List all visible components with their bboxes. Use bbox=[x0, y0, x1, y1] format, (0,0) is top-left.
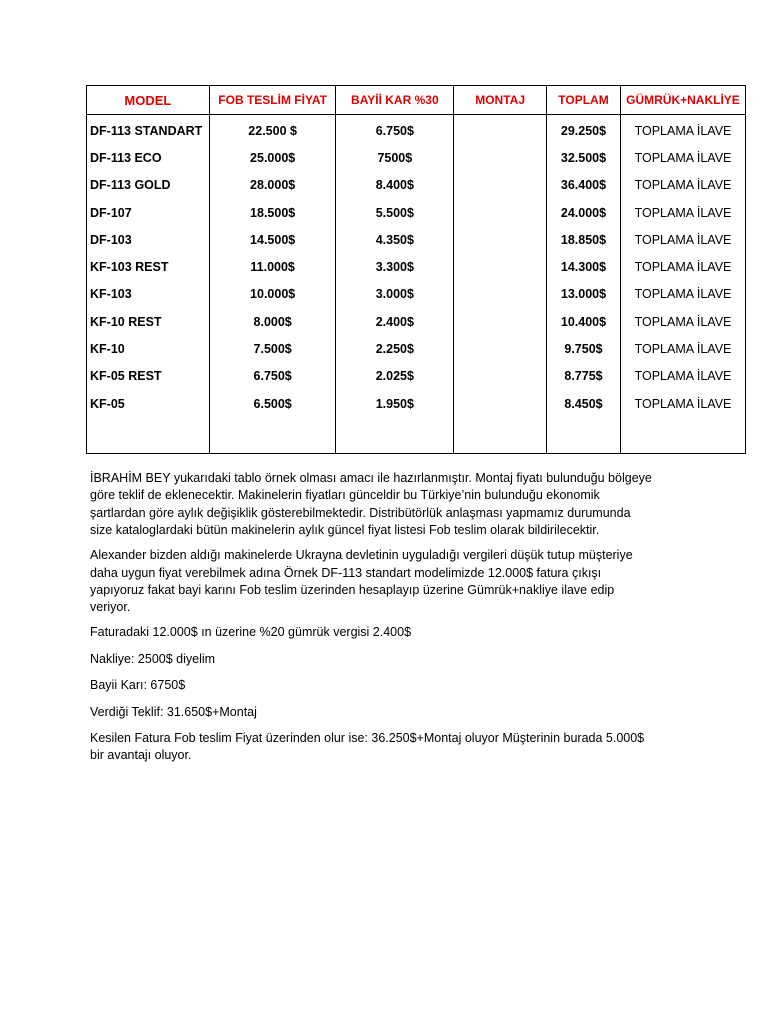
table-row bbox=[87, 253, 746, 280]
paragraph bbox=[90, 704, 690, 721]
paragraph bbox=[90, 677, 690, 694]
paragraph bbox=[90, 651, 690, 668]
cell-montaj bbox=[454, 390, 547, 417]
table-row bbox=[87, 335, 746, 362]
cell-fob: 22.500 $ bbox=[209, 115, 336, 145]
paragraph-line: yapıyoruz fakat bayi karını Fob teslim üzerinden hesaplayıp üzerine Gümrük+nakliye ilave edip bbox=[90, 583, 615, 598]
cell-bayi: 3.300$ bbox=[336, 253, 454, 280]
cell-bayi: 2.400$ bbox=[336, 308, 454, 335]
paragraph-line: Verdiği Teklif: 31.650$+Montaj bbox=[90, 704, 257, 719]
cell-toplam: 36.400$ bbox=[547, 172, 621, 199]
cell-bayi: 3.000$ bbox=[336, 281, 454, 308]
table-row bbox=[87, 390, 746, 417]
cell-bayi: 2.025$ bbox=[336, 363, 454, 390]
cell-toplam: 32.500$ bbox=[547, 144, 621, 171]
cell-model: KF-05 REST bbox=[87, 363, 210, 390]
cell-gumruk: TOPLAMA İLAVE bbox=[620, 226, 745, 253]
table-row bbox=[87, 363, 746, 390]
cell-model: DF-103 bbox=[87, 226, 210, 253]
header-gumruk: GÜMRÜK+NAKLİYE bbox=[620, 86, 745, 115]
paragraph-line: Alexander bizden aldığı makinelerde Ukrayna devletinin uyguladığı vergileri düşük tutup müşteriye bbox=[90, 548, 633, 563]
cell-model: KF-10 bbox=[87, 335, 210, 362]
explanation-text bbox=[90, 470, 690, 772]
table-row bbox=[87, 144, 746, 171]
cell-fob: 14.500$ bbox=[209, 226, 336, 253]
table-row bbox=[87, 199, 746, 226]
cell-toplam: 8.775$ bbox=[547, 363, 621, 390]
table-row bbox=[87, 308, 746, 335]
cell-model: DF-113 STANDART bbox=[87, 115, 210, 145]
cell-fob: 8.000$ bbox=[209, 308, 336, 335]
cell-montaj bbox=[454, 253, 547, 280]
cell-toplam: 14.300$ bbox=[547, 253, 621, 280]
cell-model: KF-10 REST bbox=[87, 308, 210, 335]
cell-montaj bbox=[454, 281, 547, 308]
cell-gumruk: TOPLAMA İLAVE bbox=[620, 115, 745, 145]
cell-model: KF-05 bbox=[87, 390, 210, 417]
cell-toplam: 10.400$ bbox=[547, 308, 621, 335]
table-row bbox=[87, 115, 746, 145]
table-row bbox=[87, 226, 746, 253]
header-fob: FOB TESLİM FİYAT bbox=[209, 86, 336, 115]
cell-gumruk: TOPLAMA İLAVE bbox=[620, 390, 745, 417]
cell-fob: 28.000$ bbox=[209, 172, 336, 199]
cell-montaj bbox=[454, 335, 547, 362]
cell-toplam: 13.000$ bbox=[547, 281, 621, 308]
header-montaj: MONTAJ bbox=[454, 86, 547, 115]
cell-toplam: 8.450$ bbox=[547, 390, 621, 417]
cell-model: DF-113 GOLD bbox=[87, 172, 210, 199]
paragraph-line: Faturadaki 12.000$ ın üzerine %20 gümrük vergisi 2.400$ bbox=[90, 625, 412, 640]
cell-fob: 11.000$ bbox=[209, 253, 336, 280]
cell-montaj bbox=[454, 144, 547, 171]
empty-cell bbox=[620, 417, 745, 454]
cell-model: KF-103 REST bbox=[87, 253, 210, 280]
cell-gumruk: TOPLAMA İLAVE bbox=[620, 199, 745, 226]
paragraph-line: Nakliye: 2500$ diyelim bbox=[90, 651, 216, 666]
paragraph bbox=[90, 624, 690, 641]
table-header-row bbox=[87, 86, 746, 115]
cell-gumruk: TOPLAMA İLAVE bbox=[620, 335, 745, 362]
cell-fob: 7.500$ bbox=[209, 335, 336, 362]
paragraph-line: göre teklif de eklenecektir. Makinelerin fiyatları günceldir bu Türkiye’nin bulunduğu ekonomik bbox=[90, 488, 600, 503]
paragraph-line: Kesilen Fatura Fob teslim Fiyat üzerinden olur ise: 36.250$+Montaj oluyor Müşterinin burada 5.000$ bbox=[90, 731, 645, 746]
paragraph-line: İBRAHİM BEY yukarıdaki tablo örnek olması amacı ile hazırlanmıştır. Montaj fiyatı bulunduğu bölgeye bbox=[90, 471, 652, 485]
cell-bayi: 5.500$ bbox=[336, 199, 454, 226]
cell-model: KF-103 bbox=[87, 281, 210, 308]
cell-gumruk: TOPLAMA İLAVE bbox=[620, 363, 745, 390]
cell-fob: 18.500$ bbox=[209, 199, 336, 226]
paragraph-line: şartlardan göre aylık değişiklik gösterebilmektedir. Distribütörlük anlaşması yapmamız durumunda bbox=[90, 505, 631, 520]
table-row bbox=[87, 172, 746, 199]
cell-bayi: 6.750$ bbox=[336, 115, 454, 145]
cell-gumruk: TOPLAMA İLAVE bbox=[620, 172, 745, 199]
table-empty-row bbox=[87, 417, 746, 454]
cell-gumruk: TOPLAMA İLAVE bbox=[620, 308, 745, 335]
header-toplam: TOPLAM bbox=[547, 86, 621, 115]
cell-gumruk: TOPLAMA İLAVE bbox=[620, 253, 745, 280]
cell-fob: 25.000$ bbox=[209, 144, 336, 171]
table-row bbox=[87, 281, 746, 308]
cell-montaj bbox=[454, 226, 547, 253]
paragraph bbox=[90, 547, 690, 617]
cell-fob: 6.750$ bbox=[209, 363, 336, 390]
cell-bayi: 2.250$ bbox=[336, 335, 454, 362]
cell-toplam: 24.000$ bbox=[547, 199, 621, 226]
cell-toplam: 18.850$ bbox=[547, 226, 621, 253]
price-table bbox=[86, 85, 746, 454]
cell-bayi: 8.400$ bbox=[336, 172, 454, 199]
cell-model: DF-107 bbox=[87, 199, 210, 226]
empty-cell bbox=[336, 417, 454, 454]
cell-fob: 10.000$ bbox=[209, 281, 336, 308]
cell-montaj bbox=[454, 363, 547, 390]
empty-cell bbox=[454, 417, 547, 454]
paragraph-line: veriyor. bbox=[90, 600, 131, 615]
paragraph-line: daha uygun fiyat verebilmek adına Örnek DF-113 standart modelimizde 12.000$ fatura çıkışı bbox=[90, 565, 602, 580]
empty-cell bbox=[209, 417, 336, 454]
cell-bayi: 1.950$ bbox=[336, 390, 454, 417]
cell-gumruk: TOPLAMA İLAVE bbox=[620, 281, 745, 308]
cell-gumruk: TOPLAMA İLAVE bbox=[620, 144, 745, 171]
cell-toplam: 29.250$ bbox=[547, 115, 621, 145]
empty-cell bbox=[87, 417, 210, 454]
cell-bayi: 4.350$ bbox=[336, 226, 454, 253]
paragraph-line: size kataloglardaki bütün makinelerin aylık güncel fiyat listesi Fob teslim olarak bildirilecektir. bbox=[90, 523, 600, 538]
cell-montaj bbox=[454, 115, 547, 145]
cell-fob: 6.500$ bbox=[209, 390, 336, 417]
paragraph-line: Bayii Karı: 6750$ bbox=[90, 678, 186, 693]
paragraph bbox=[90, 470, 690, 540]
cell-montaj bbox=[454, 199, 547, 226]
cell-bayi: 7500$ bbox=[336, 144, 454, 171]
cell-toplam: 9.750$ bbox=[547, 335, 621, 362]
paragraph-line: bir avantajı oluyor. bbox=[90, 748, 192, 763]
table-body bbox=[87, 115, 746, 454]
paragraph bbox=[90, 730, 690, 765]
header-bayi: BAYİİ KAR %30 bbox=[336, 86, 454, 115]
cell-montaj bbox=[454, 308, 547, 335]
cell-montaj bbox=[454, 172, 547, 199]
empty-cell bbox=[547, 417, 621, 454]
header-model: MODEL bbox=[87, 86, 210, 115]
cell-model: DF-113 ECO bbox=[87, 144, 210, 171]
